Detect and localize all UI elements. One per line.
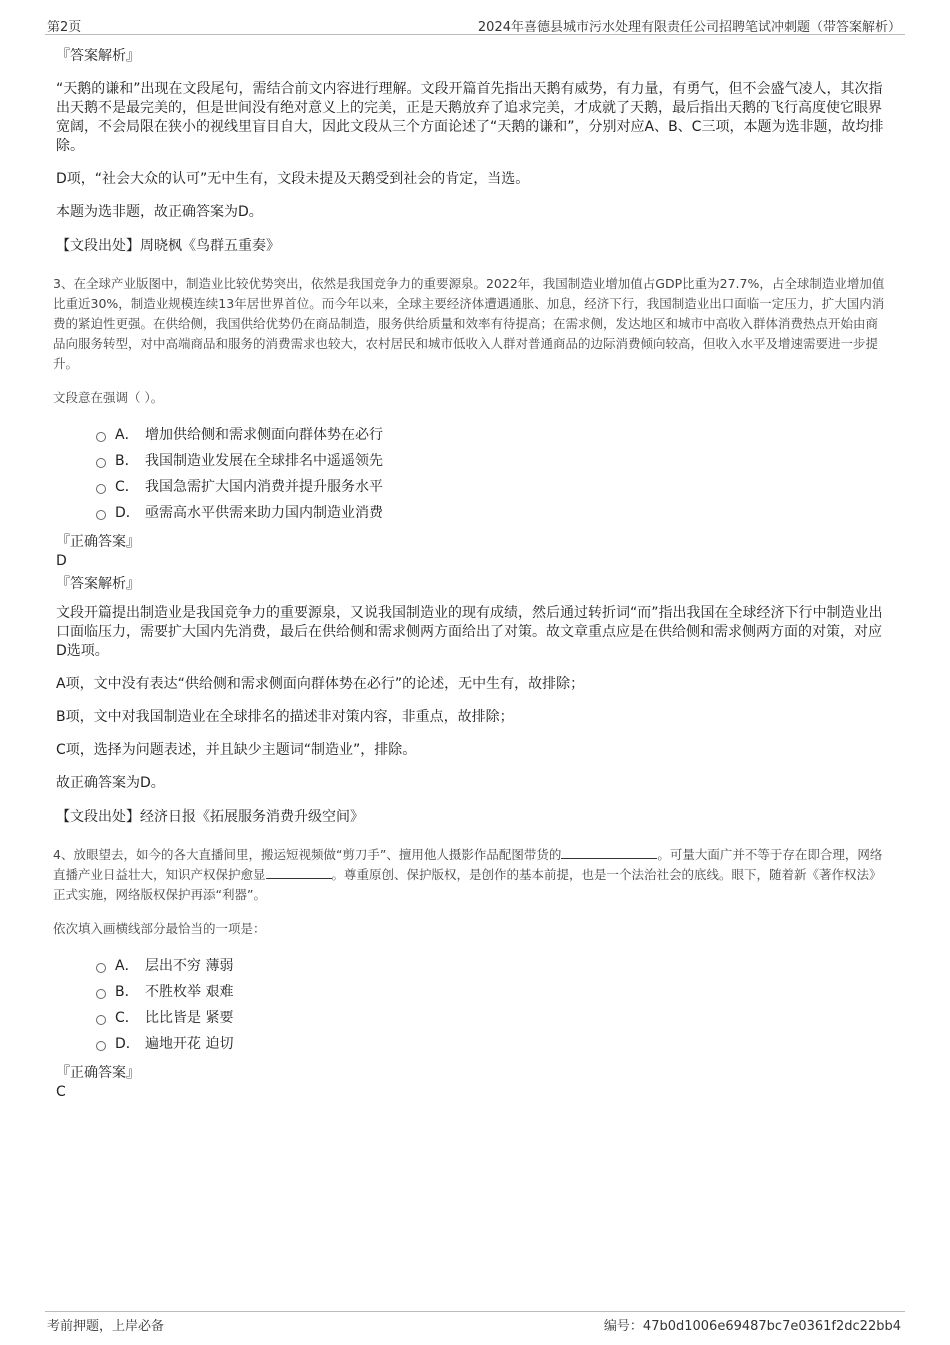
analysis-label: 『答案解析』 [56,576,140,592]
option-text: 遍地开花 迫切 [145,1036,234,1052]
option-list [96,422,886,526]
radio-icon[interactable] [96,1041,106,1051]
analysis-paragraph: B项，文中对我国制造业在全球排名的描述非对策内容，非重点，故排除； [56,709,514,725]
fill-blank-1 [561,846,657,859]
question-2-analysis [56,46,886,256]
analysis-label: 『答案解析』 [56,48,140,64]
document-title: 2024年喜德县城市污水处理有限责任公司招聘笔试冲刺题（带答案解析） [477,20,901,35]
footer-slogan: 考前押题，上岸必备 [47,1319,165,1334]
option-letter: C． [115,479,139,495]
correct-answer: D [56,553,67,569]
correct-answer-label: 『正确答案』 [56,1065,140,1081]
question-text-part: 4、放眼望去，如今的各大直播间里，搬运短视频做“剪刀手”、擅用他人摄影作品配图带货的 [53,847,562,862]
option-text: 不胜枚举 艰难 [145,984,234,1000]
option-letter: D． [115,505,140,521]
option-text: 我国急需扩大国内消费并提升服务水平 [145,479,383,495]
question-4 [53,845,886,1101]
question-text-part: 。可量大面广并不等于存在即合理，网络直播产业日益壮大，知识产权保护愈显 [53,847,883,882]
option-letter: A． [115,427,139,443]
page-number: 第2页 [47,20,82,35]
analysis-paragraph: 故正确答案为D。 [56,775,165,791]
document-id: 编号：47b0d1006e69487bc7e0361f2dc22bb4 [603,1319,901,1334]
radio-icon[interactable] [96,432,106,442]
radio-icon[interactable] [96,963,106,973]
question-3 [53,274,886,827]
correct-answer: C [56,1084,66,1100]
option-c[interactable] [96,474,886,500]
option-letter: C． [115,1010,139,1026]
option-letter: A． [115,958,139,974]
option-letter: D． [115,1036,140,1052]
option-list [96,953,886,1057]
question-text-part: 。尊重原创、保护版权，是创作的基本前提，也是一个法治社会的底线。眼下，随着新《著作权法》正式实施，网络版权保护再添“利器”。 [53,867,882,902]
fill-blank-2 [266,866,332,879]
analysis-paragraph: 本题为选非题，故正确答案为D。 [56,204,263,220]
source-citation: 【文段出处】经济日报《拓展服务消费升级空间》 [56,809,364,825]
analysis-paragraph: C项，选择为问题表述，并且缺少主题词“制造业”，排除。 [56,742,417,758]
page-footer [45,1311,905,1334]
question-stem: 文段意在强调（ ）。 [53,390,164,405]
option-a[interactable] [96,422,886,448]
analysis-paragraph: “天鹅的谦和”出现在文段尾句，需结合前文内容进行理解。文段开篇首先指出天鹅有威势，有力量，有勇气，但不会盛气凌人，其次指出天鹅不是最完美的，但是世间没有绝对意义上的完美，正是天鹅放弃了追求完美，才成就了天鹅，最后指出天鹅的飞行高度使它眼界宽阔，不会局限在狭小的视线里盲目自大，因此文段从三个方面论述了“天鹅的谦和”，分别对应A、B、C三项，本题为选非题，故均排除。 [56,81,884,154]
analysis-paragraph: 文段开篇提出制造业是我国竞争力的重要源泉，又说我国制造业的现有成绩，然后通过转折词“而”指出我国在全球经济下行中制造业出口面临压力，需要扩大国内先消费，最后在供给侧和需求侧两方面给出了对策。故文章重点应是在供给侧和需求侧两方面的对策，对应D选项。 [56,605,883,659]
radio-icon[interactable] [96,989,106,999]
analysis-paragraph: D项，“社会大众的认可”无中生有，文段未提及天鹅受到社会的肯定，当选。 [56,171,530,187]
question-stem: 依次填入画横线部分最恰当的一项是： [53,921,266,936]
radio-icon[interactable] [96,458,106,468]
option-text: 我国制造业发展在全球排名中遥遥领先 [145,453,383,469]
option-text: 层出不穷 薄弱 [145,958,234,974]
page-header [45,14,905,35]
analysis-paragraph: A项，文中没有表达“供给侧和需求侧面向群体势在必行”的论述，无中生有，故排除； [56,676,585,692]
document-body [53,46,886,1105]
option-b[interactable] [96,979,886,1005]
question-text [53,845,886,905]
option-text: 比比皆是 紧要 [145,1010,234,1026]
correct-answer-label: 『正确答案』 [56,534,140,550]
option-d[interactable] [96,500,886,526]
option-c[interactable] [96,1005,886,1031]
source-citation: 【文段出处】周晓枫《鸟群五重奏》 [56,238,280,254]
radio-icon[interactable] [96,484,106,494]
radio-icon[interactable] [96,1015,106,1025]
radio-icon[interactable] [96,510,106,520]
option-text: 亟需高水平供需来助力国内制造业消费 [145,505,383,521]
option-letter: B． [115,453,139,469]
option-a[interactable] [96,953,886,979]
option-b[interactable] [96,448,886,474]
option-text: 增加供给侧和需求侧面向群体势在必行 [145,427,383,443]
option-letter: B． [115,984,139,1000]
question-text: 3、在全球产业版图中，制造业比较优势突出，依然是我国竞争力的重要源泉。2022年，我国制造业增加值占GDP比重为27.7%，占全球制造业增加值比重近30%，制造业规模连续13年居世界首位。而今年以来，全球主要经济体遭遇通胀、加息，经济下行，我国制造业出口面临一定压力，扩大国内消费的紧迫性更强。在供给侧，我国供给优势仍在商品制造，服务供给质量和效率有待提高；在需求侧，发达地区和城市中高收入群体消费热点开始由商品向服务转型，对中高端商品和服务的消费需求也较大，农村居民和城市低收入人群对普通商品的边际消费倾向较高，但收入水平及增速需要进一步提升。 [53,276,885,371]
option-d[interactable] [96,1031,886,1057]
